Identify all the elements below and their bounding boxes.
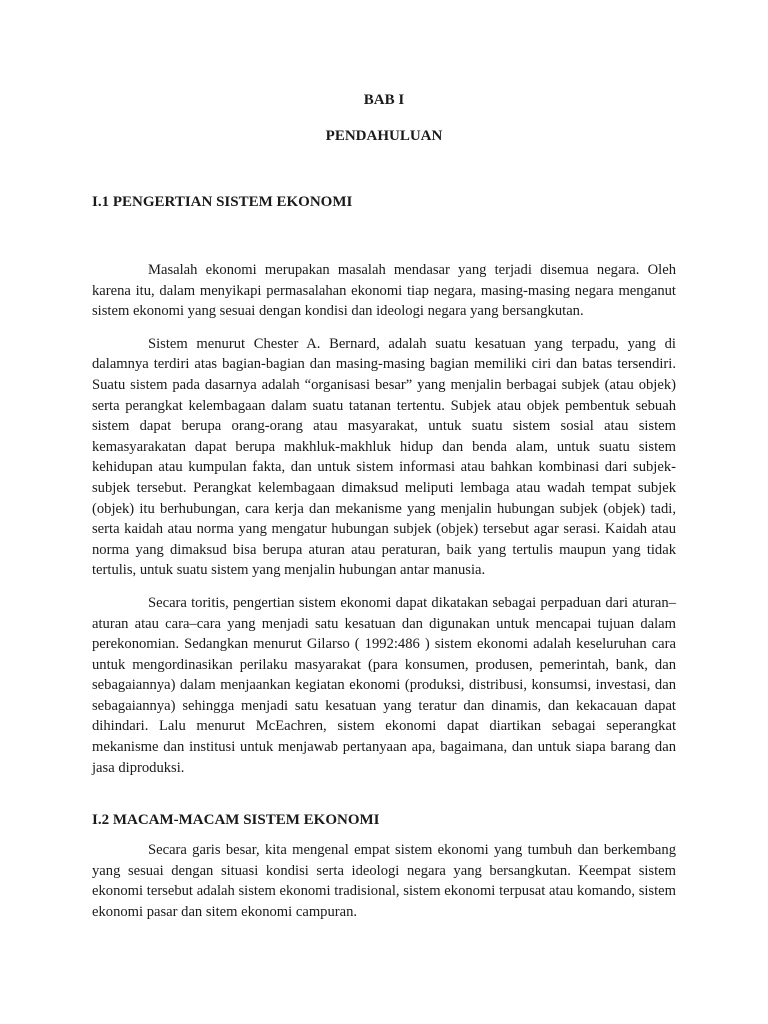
chapter-title: PENDAHULUAN xyxy=(325,128,443,144)
paragraph: Secara toritis, pengertian sistem ekonomi dapat dikatakan sebagai perpaduan dari aturan–aturan atau cara–cara yang menjadi satu kesatuan dan digunakan untuk mencapai tujuan dalam perekonomian. Sedangkan menurut Gilarso ( 1992:486 ) sistem ekonomi adalah keseluruhan cara untuk mengordinasikan perilaku masyarakat (para konsumen, produsen, pemerintah, bank, dan sebagaiannya) dalam menjaankan kegiatan ekonomi (produksi, distribusi, konsumsi, investasi, dan sebagaiannya) sehingga menjadi satu kesatuan yang teratur dan dinamis, dan kekacauan dapat dihindari. Lalu menurut McEachren, sistem ekonomi dapat diartikan sebagai seperangkat mekanisme dan institusi untuk menjawab pertanyaan apa, bagaimana, dan untuk siapa barang dan jasa diproduksi. xyxy=(92,594,676,776)
paragraph: Secara garis besar, kita mengenal empat sistem ekonomi yang tumbuh dan berkembang yang sesuai dengan situasi kondisi serta ideologi negara yang bersangkutan. Keempat sistem ekonomi tersebut adalah sistem ekonomi tradisional, sistem ekonomi terpusat atau komando, sistem ekonomi pasar dan sitem ekonomi campuran. xyxy=(92,842,676,921)
document-page xyxy=(92,88,676,923)
paragraph: Sistem menurut Chester A. Bernard, adalah suatu kesatuan yang terpadu, yang di dalamnya terdiri atas bagian-bagian dan masing-masing bagian memiliki ciri dan batas tersendiri. Suatu sistem pada dasarnya adalah “organisasi besar” yang menjalin berbagai subjek (atau objek) serta perangkat kelembagaan dalam suatu tatanan tertentu. Subjek atau objek pembentuk sebuah sistem dapat berupa orang-orang atau masyarakat, untuk suatu sistem sosial atau sistem kemasyarakatan dapat berupa makhluk-makhluk hidup dan benda alam, untuk suatu sistem kehidupan atau kumpulan fakta, dan untuk sistem informasi atau bahkan kombinasi dari subjek-subjek tersebut. Perangkat kelembagaan dimaksud meliputi lembaga atau wadah tempat subjek (objek) itu berhubungan, cara kerja dan mekanisme yang menjalin hubungan subjek (objek) tadi, serta kaidah atau norma yang mengatur hubungan subjek (objek) tersebut agar serasi. Kaidah atau norma yang dimaksud bisa berupa aturan atau peraturan, baik yang tertulis maupun yang tidak tertulis, untuk suatu sistem yang menjalin hubungan antar manusia. xyxy=(92,335,676,579)
section-heading-macam: I.2 MACAM-MACAM SISTEM EKONOMI xyxy=(92,812,380,829)
chapter-number: BAB I xyxy=(363,92,405,108)
section-heading-pengertian: I.1 PENGERTIAN SISTEM EKONOMI xyxy=(92,194,353,210)
paragraph: Masalah ekonomi merupakan masalah mendasar yang terjadi disemua negara. Oleh karena itu, dalam menyikapi permasalahan ekonomi tiap negara, masing-masing negara menganut sistem ekonomi yang sesuai dengan kondisi dan ideologi negara yang bersangkutan. xyxy=(92,262,676,320)
